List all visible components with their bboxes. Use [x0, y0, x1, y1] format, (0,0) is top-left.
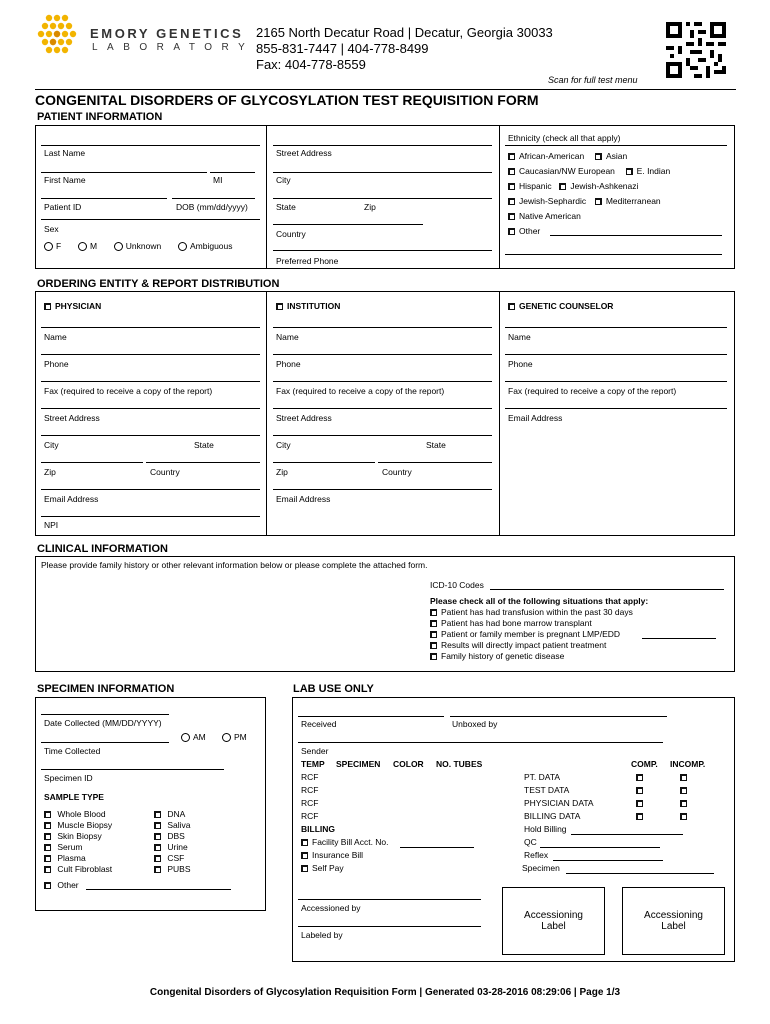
radio-icon	[222, 733, 231, 742]
pt-data-comp-checkbox[interactable]	[636, 772, 647, 782]
clinical-section-title: CLINICAL INFORMATION	[37, 543, 168, 555]
rcf-label-3: RCF	[301, 798, 319, 808]
sample-saliva-checkbox[interactable]: Saliva	[154, 820, 191, 830]
rcf-label-2: RCF	[301, 785, 319, 795]
checkbox-icon	[626, 168, 633, 175]
radio-icon	[178, 242, 187, 251]
institution-city-label: City	[276, 440, 291, 450]
accessioning-label-box-1[interactable]	[502, 887, 605, 955]
checkbox-icon	[508, 168, 515, 175]
sample-plasma-checkbox[interactable]: Plasma	[44, 853, 86, 863]
institution-checkbox[interactable]: INSTITUTION	[276, 301, 340, 311]
checkbox-icon	[680, 813, 687, 820]
radio-icon	[181, 733, 190, 742]
lmp-edd-field[interactable]	[642, 638, 716, 639]
institution-name-field[interactable]	[273, 354, 492, 355]
institution-phone-field[interactable]	[273, 381, 492, 382]
radio-icon	[114, 242, 123, 251]
physician-email-label: Email Address	[44, 494, 99, 504]
tubes-header: NO. TUBES	[436, 759, 483, 769]
company-name: EMORY GENETICS	[90, 26, 244, 41]
ethnicity-row-4	[508, 196, 661, 206]
checkbox-icon	[44, 822, 51, 829]
hold-billing-field[interactable]	[571, 834, 683, 835]
facility-bill-field[interactable]	[400, 847, 474, 848]
physician-city-field[interactable]	[41, 462, 143, 463]
first-name-field[interactable]	[41, 198, 167, 199]
institution-fax-label: Fax (required to receive a copy of the report)	[276, 386, 445, 396]
situation-pregnant-checkbox[interactable]: Patient or family member is pregnant LMP/EDD	[430, 629, 620, 639]
checkbox-icon	[44, 811, 51, 818]
institution-state-label: State	[426, 440, 446, 450]
sex-ambiguous-radio[interactable]: Ambiguous	[178, 241, 233, 251]
ethnicity-row-1	[508, 151, 627, 161]
country-field[interactable]	[273, 250, 492, 251]
physician-fax-label: Fax (required to receive a copy of the report)	[44, 386, 213, 396]
checkbox-icon	[430, 631, 437, 638]
checkbox-icon	[276, 303, 283, 310]
sample-pubs-checkbox[interactable]: PUBS	[154, 864, 191, 874]
received-field[interactable]	[298, 716, 444, 717]
situation-family-history-checkbox[interactable]: Family history of genetic disease	[430, 651, 564, 661]
dob-field[interactable]	[172, 198, 255, 199]
accessioning-label-box-2[interactable]	[622, 887, 725, 955]
checkbox-icon	[154, 833, 161, 840]
specimen-section-title: SPECIMEN INFORMATION	[37, 683, 175, 695]
sample-other-checkbox[interactable]: Other	[44, 880, 79, 890]
eth-other-checkbox[interactable]: Other	[508, 226, 540, 236]
institution-street-field[interactable]	[273, 435, 492, 436]
sample-muscle-biopsy-checkbox[interactable]: Muscle Biopsy	[44, 820, 112, 830]
physician-checkbox[interactable]: PHYSICIAN	[44, 301, 101, 311]
physician-country-label: Country	[150, 467, 180, 477]
pt-data-incomp-checkbox[interactable]	[680, 772, 691, 782]
sex-f-radio[interactable]: F	[44, 241, 61, 251]
checkbox-icon	[430, 620, 437, 627]
counselor-phone-field[interactable]	[505, 381, 727, 382]
checkbox-icon	[154, 811, 161, 818]
last-name-label: Last Name	[44, 148, 86, 158]
accessioned-by-label: Accessioned by	[301, 903, 361, 913]
icd-label: ICD-10 Codes	[430, 580, 484, 590]
npi-label: NPI	[44, 520, 59, 530]
checkbox-icon	[430, 653, 437, 660]
dob-label: DOB (mm/dd/yyyy)	[176, 202, 248, 212]
sample-dna-checkbox[interactable]: DNA	[154, 809, 185, 819]
situations-title: Please check all of the following situations that apply:	[430, 596, 649, 606]
zip-label: Zip	[364, 202, 376, 212]
first-name-label: First Name	[44, 175, 86, 185]
situation-treatment-checkbox[interactable]: Results will directly impact patient treatment	[430, 640, 606, 650]
checkbox-icon	[301, 852, 308, 859]
mi-field[interactable]	[210, 172, 255, 173]
eth-hispanic-checkbox[interactable]: Hispanic	[508, 181, 552, 191]
sex-label: Sex	[44, 224, 59, 234]
rcf-label-1: RCF	[301, 772, 319, 782]
checkbox-icon	[44, 833, 51, 840]
test-data-comp-checkbox[interactable]	[636, 785, 647, 795]
company-sub: LABORATORY	[92, 42, 255, 53]
eth-other-field[interactable]	[550, 235, 722, 236]
insurance-bill-checkbox[interactable]: Insurance Bill	[301, 850, 363, 860]
checkbox-icon	[595, 198, 602, 205]
specimen-id-field[interactable]	[41, 769, 224, 770]
counselor-name-label: Name	[508, 332, 531, 342]
checkbox-icon	[508, 198, 515, 205]
sender-field[interactable]	[298, 742, 663, 743]
counselor-name-field[interactable]	[505, 354, 727, 355]
lab-phones: 855-831-7447 | 404-778-8499	[256, 41, 429, 56]
checkbox-icon	[430, 609, 437, 616]
physician-phone-label: Phone	[44, 359, 69, 369]
patient-id-label: Patient ID	[44, 202, 82, 212]
institution-phone-label: Phone	[276, 359, 301, 369]
physician-state-label: State	[194, 440, 214, 450]
qr-code-icon	[666, 22, 726, 78]
physician-zip-field[interactable]	[41, 489, 260, 490]
checkbox-icon	[154, 866, 161, 873]
lab-address: 2165 North Decatur Road | Decatur, Georgia 30033	[256, 25, 553, 40]
incomp-header: INCOMP.	[670, 759, 706, 769]
state-label: State	[276, 202, 296, 212]
patient-section-title: PATIENT INFORMATION	[37, 111, 163, 123]
form-title: CONGENITAL DISORDERS OF GLYCOSYLATION TEST REQUISITION FORM	[35, 92, 539, 108]
pm-radio[interactable]: PM	[222, 732, 247, 742]
sample-csf-checkbox[interactable]: CSF	[154, 853, 184, 863]
sex-unknown-radio[interactable]: Unknown	[114, 241, 161, 251]
checkbox-icon	[44, 303, 51, 310]
checkbox-icon	[301, 865, 308, 872]
physician-city-label: City	[44, 440, 59, 450]
counselor-checkbox[interactable]: GENETIC COUNSELOR	[508, 301, 613, 311]
country-label: Country	[276, 229, 306, 239]
sample-cult-fibroblast-checkbox[interactable]: Cult Fibroblast	[44, 864, 112, 874]
sex-options	[44, 241, 233, 251]
checkbox-icon	[508, 228, 515, 235]
checkbox-icon	[680, 787, 687, 794]
unboxed-label: Unboxed by	[452, 719, 498, 729]
city-field[interactable]	[273, 198, 492, 199]
checkbox-icon	[508, 183, 515, 190]
checkbox-icon	[636, 774, 643, 781]
checkbox-icon	[44, 855, 51, 862]
eth-jewish-ashkenazi-checkbox[interactable]: Jewish-Ashkenazi	[559, 181, 638, 191]
physician-street-field[interactable]	[41, 435, 260, 436]
date-collected-field[interactable]	[41, 714, 169, 715]
physician-data-incomp-checkbox[interactable]	[680, 798, 691, 808]
eth-asian-checkbox[interactable]: Asian	[595, 151, 627, 161]
ethnicity-title: Ethnicity (check all that apply)	[508, 133, 621, 143]
counselor-fax-field[interactable]	[505, 408, 727, 409]
institution-name-label: Name	[276, 332, 299, 342]
accessioned-by-field[interactable]	[298, 899, 481, 900]
physician-data-comp-checkbox[interactable]	[636, 798, 647, 808]
sample-urine-checkbox[interactable]: Urine	[154, 842, 188, 852]
checkbox-icon	[154, 844, 161, 851]
scan-note: Scan for full test menu	[548, 75, 638, 85]
institution-city-field[interactable]	[273, 462, 375, 463]
checkbox-icon	[44, 844, 51, 851]
institution-zip-field[interactable]	[273, 489, 492, 490]
sender-label: Sender	[301, 746, 329, 756]
billing-title: BILLING	[301, 824, 335, 834]
city-label: City	[276, 175, 291, 185]
logo-dots-icon	[35, 14, 83, 58]
sample-dbs-checkbox[interactable]: DBS	[154, 831, 185, 841]
physician-name-field[interactable]	[41, 354, 260, 355]
checkbox-icon	[559, 183, 566, 190]
counselor-email-label: Email Address	[508, 413, 563, 423]
eth-caucasian-checkbox[interactable]: Caucasian/NW European	[508, 166, 615, 176]
patient-id-field[interactable]	[41, 219, 260, 220]
checkbox-icon	[154, 855, 161, 862]
pt-data-label: PT. DATA	[524, 772, 561, 782]
checkbox-icon	[508, 303, 515, 310]
sex-m-radio[interactable]: M	[78, 241, 97, 251]
labeled-by-label: Labeled by	[301, 930, 343, 940]
test-data-incomp-checkbox[interactable]	[680, 785, 691, 795]
institution-country-label: Country	[382, 467, 412, 477]
sample-other-field[interactable]	[86, 889, 231, 890]
footer: Congenital Disorders of Glycosylation Requisition Form | Generated 03-28-2016 08:29:06 | Page 1/3	[149, 987, 621, 998]
institution-zip-label: Zip	[276, 467, 288, 477]
checkbox-icon	[595, 153, 602, 160]
eth-e-indian-checkbox[interactable]: E. Indian	[626, 166, 671, 176]
eth-native-american-checkbox[interactable]: Native American	[508, 211, 581, 221]
mi-label: MI	[213, 175, 223, 185]
checkbox-icon	[430, 642, 437, 649]
phone-label: Preferred Phone	[276, 256, 339, 266]
eth-jewish-sephardic-checkbox[interactable]: Jewish-Sephardic	[508, 196, 586, 206]
last-name-field[interactable]	[41, 172, 207, 173]
checkbox-icon	[301, 839, 308, 846]
checkbox-icon	[636, 800, 643, 807]
comp-header: COMP.	[631, 759, 658, 769]
specimen-lab-field[interactable]	[566, 873, 714, 874]
specimen-header: SPECIMEN	[336, 759, 381, 769]
physician-phone-field[interactable]	[41, 381, 260, 382]
checkbox-icon	[636, 787, 643, 794]
self-pay-checkbox[interactable]: Self Pay	[301, 863, 344, 873]
physician-fax-field[interactable]	[41, 408, 260, 409]
reflex-field[interactable]	[553, 860, 663, 861]
physician-state-field[interactable]	[146, 462, 260, 463]
reflex-label: Reflex	[524, 850, 549, 860]
lab-section-title: LAB USE ONLY	[293, 683, 374, 695]
qc-field[interactable]	[540, 847, 660, 848]
test-data-label: TEST DATA	[524, 785, 570, 795]
specimen-id-label: Specimen ID	[44, 773, 93, 783]
color-header: COLOR	[393, 759, 424, 769]
situation-transfusion-checkbox[interactable]: Patient has had transfusion within the past 30 days	[430, 607, 633, 617]
accessioning-label-text: Accessioning Label	[644, 910, 703, 932]
physician-email-field[interactable]	[41, 516, 260, 517]
labeled-by-field[interactable]	[298, 926, 481, 927]
sample-serum-checkbox[interactable]: Serum	[44, 842, 82, 852]
ethnicity-row-3	[508, 181, 638, 191]
checkbox-icon	[680, 774, 687, 781]
sample-type-title: SAMPLE TYPE	[44, 792, 104, 802]
qr-code[interactable]	[666, 22, 726, 78]
checkbox-icon	[44, 882, 51, 889]
radio-icon	[78, 242, 87, 251]
specimen-box	[35, 697, 266, 911]
checkbox-icon	[680, 800, 687, 807]
time-collected-label: Time Collected	[44, 746, 101, 756]
lab-fax: Fax: 404-778-8559	[256, 57, 366, 72]
counselor-fax-label: Fax (required to receive a copy of the report)	[508, 386, 677, 396]
counselor-phone-label: Phone	[508, 359, 533, 369]
physician-data-label: PHYSICIAN DATA	[524, 798, 594, 808]
billing-data-label: BILLING DATA	[524, 811, 581, 821]
unboxed-field[interactable]	[450, 716, 667, 717]
facility-bill-checkbox[interactable]: Facility Bill Acct. No.	[301, 837, 389, 847]
clinical-instructions: Please provide family history or other relevant information below or please complete the attached form.	[41, 560, 428, 570]
checkbox-icon	[44, 866, 51, 873]
physician-street-label: Street Address	[44, 413, 100, 423]
checkbox-icon	[508, 213, 515, 220]
eth-african-american-checkbox[interactable]: African-American	[508, 151, 584, 161]
billing-data-incomp-checkbox[interactable]	[680, 811, 691, 821]
institution-state-field[interactable]	[378, 462, 492, 463]
sample-skin-biopsy-checkbox[interactable]: Skin Biopsy	[44, 831, 102, 841]
state-zip-field[interactable]	[273, 224, 423, 225]
billing-data-comp-checkbox[interactable]	[636, 811, 647, 821]
institution-email-label: Email Address	[276, 494, 331, 504]
am-radio[interactable]: AM	[181, 732, 206, 742]
situation-bmt-checkbox[interactable]: Patient has had bone marrow transplant	[430, 618, 592, 628]
logo	[35, 14, 83, 58]
ordering-section-title: ORDERING ENTITY & REPORT DISTRIBUTION	[37, 278, 280, 290]
eth-mediterranean-checkbox[interactable]: Mediterranean	[595, 196, 661, 206]
received-label: Received	[301, 719, 337, 729]
temp-header: TEMP	[301, 759, 325, 769]
street-label: Street Address	[276, 148, 332, 158]
icd-field[interactable]	[490, 589, 724, 590]
institution-street-label: Street Address	[276, 413, 332, 423]
qc-label: QC	[524, 837, 537, 847]
specimen-lab-label: Specimen	[522, 863, 560, 873]
street-field[interactable]	[273, 172, 492, 173]
accessioning-label-text: Accessioning Label	[524, 910, 583, 932]
date-collected-label: Date Collected (MM/DD/YYYY)	[44, 718, 162, 728]
physician-name-label: Name	[44, 332, 67, 342]
ethnicity-row-2	[508, 166, 670, 176]
hold-billing-label: Hold Billing	[524, 824, 567, 834]
checkbox-icon	[508, 153, 515, 160]
checkbox-icon	[154, 822, 161, 829]
rcf-label-4: RCF	[301, 811, 319, 821]
physician-zip-label: Zip	[44, 467, 56, 477]
radio-icon	[44, 242, 53, 251]
institution-fax-field[interactable]	[273, 408, 492, 409]
checkbox-icon	[636, 813, 643, 820]
sample-whole-blood-checkbox[interactable]: Whole Blood	[44, 809, 106, 819]
time-collected-field[interactable]	[41, 742, 169, 743]
